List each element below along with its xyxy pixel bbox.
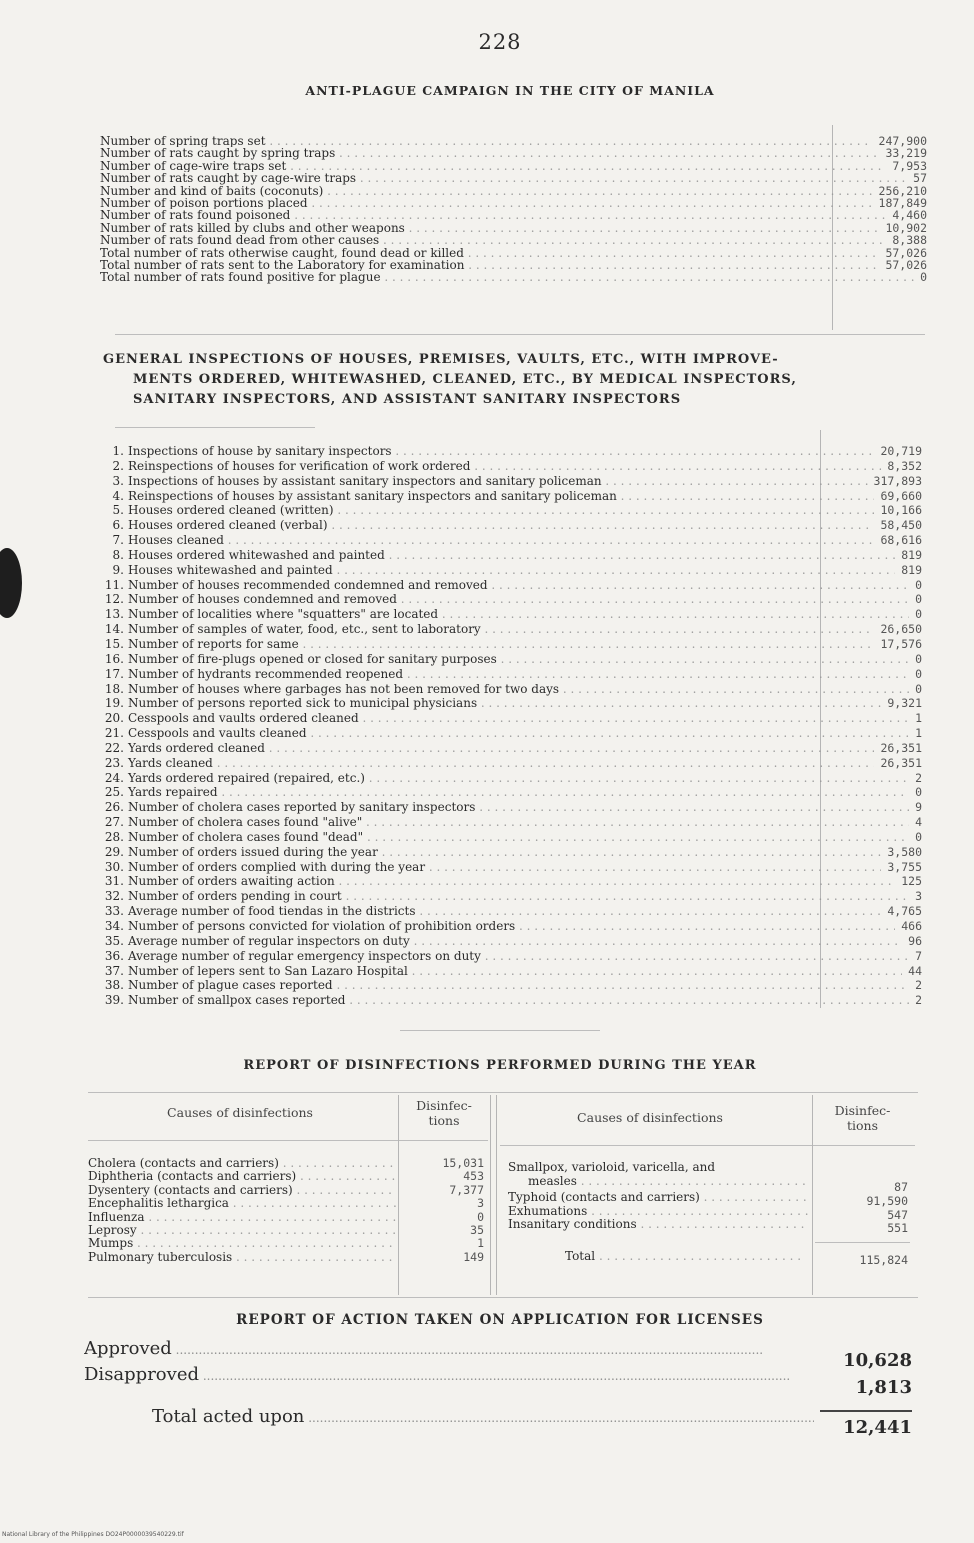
stat-row-number: 9. [112, 562, 124, 577]
license-total-rule [820, 1410, 912, 1412]
stat-row-number: 17. [104, 666, 124, 681]
disinfection-value: 15,031 [442, 1156, 484, 1170]
stat-row-number: 5. [112, 503, 124, 518]
stat-row [104, 874, 922, 889]
stat-row-value: 44 [902, 964, 922, 979]
stat-row-value: 17,576 [874, 637, 922, 652]
stat-row-label: Inspections of house by sanitary inspectors . . . [128, 444, 922, 459]
stat-row-label: Number of rats killed by clubs and other weapons . . . [100, 222, 927, 234]
stat-row-number: 3. [112, 473, 124, 488]
stat-row-value: 3,755 [881, 860, 922, 875]
stat-row-label: Number of cholera cases found "alive" . . . [128, 815, 922, 830]
stat-row-value: 125 [895, 874, 922, 889]
stat-row-label: Reinspections of houses for verification of work ordered . . . [128, 459, 922, 474]
stat-row-value: 247,900 [873, 135, 927, 147]
stat-row-value: 4 [909, 815, 922, 830]
stat-row-value: 2 [909, 978, 922, 993]
section-divider [115, 427, 315, 428]
stat-row-value: 7 [909, 949, 922, 964]
stat-row [100, 147, 927, 159]
stat-row-number: 8. [112, 547, 124, 562]
general-heading-line3: SANITARY INSPECTORS, AND ASSISTANT SANITARY INSPECTORS [133, 392, 682, 407]
license-total-value: 12,441 [843, 1417, 912, 1438]
stat-row-value: 4,765 [881, 904, 922, 919]
section-divider [115, 334, 925, 335]
stat-row-value: 3 [909, 889, 922, 904]
stat-row-number: 15. [104, 636, 124, 651]
stat-row-label: Yards ordered cleaned . . . [128, 741, 922, 756]
stat-row-value: 1 [909, 711, 922, 726]
stat-row-label: Number of reports for same . . . [128, 637, 922, 652]
disinfection-value: 7,377 [449, 1182, 484, 1197]
stat-row-number: 21. [104, 726, 124, 741]
stat-row-value: 57,026 [879, 247, 927, 259]
stat-row-number: 18. [104, 681, 124, 696]
stat-row-value: 317,893 [868, 474, 922, 489]
stat-row-label: Houses ordered whitewashed and painted . . . [128, 548, 922, 563]
stat-row [104, 592, 922, 607]
stat-row [104, 652, 922, 667]
stat-row-number: 20. [104, 711, 124, 726]
stat-row [104, 771, 922, 786]
stat-row-label: Cesspools and vaults ordered cleaned . . . [128, 711, 922, 726]
disinfection-value: 547 [887, 1207, 908, 1222]
stat-row [104, 622, 922, 637]
stat-row-number: 19. [104, 696, 124, 711]
total-rule [815, 1242, 910, 1243]
stat-row [104, 741, 922, 756]
stat-row [100, 222, 927, 234]
stat-row-label: Number of rats caught by cage-wire traps . . . [100, 172, 927, 184]
stat-row-number: 33. [104, 904, 124, 919]
disinfection-row: Pulmonary tuberculosis . . . [88, 1250, 396, 1264]
stat-row-value: 0 [909, 592, 922, 607]
stat-row-label: Number of localities where "squatters" are located . . . [128, 607, 922, 622]
stat-row-number: 31. [104, 874, 124, 889]
stat-row [104, 785, 922, 800]
stat-row-number: 32. [104, 889, 124, 904]
stat-row-number: 28. [104, 829, 124, 844]
stat-row-label: Number of rats found poisoned . . . [100, 209, 927, 221]
stat-row-value: 26,351 [874, 756, 922, 771]
stat-row-label: Number and kind of baits (coconuts) . . . [100, 185, 927, 197]
stat-row-label: Average number of food tiendas in the districts . . . [128, 904, 922, 919]
stat-row-label: Number of rats caught by spring traps . . . [100, 147, 927, 159]
stat-row-label: Number of orders pending in court . . . [128, 889, 922, 904]
disinfection-value: 3 [477, 1196, 484, 1211]
stat-row-label: Cesspools and vaults cleaned . . . [128, 726, 922, 741]
stat-row-number: 7. [112, 533, 124, 548]
stat-row [104, 533, 922, 548]
stat-row-label: Number of houses condemned and removed . . . [128, 592, 922, 607]
stat-row [104, 949, 922, 964]
stat-row-number: 22. [104, 740, 124, 755]
stat-row-value: 58,450 [874, 518, 922, 533]
disinfection-value: 551 [887, 1221, 908, 1236]
license-disapproved-row: Disapproved ..... [84, 1364, 814, 1385]
table-bottom-rule [88, 1297, 918, 1298]
stat-row-value: 0 [909, 652, 922, 667]
stat-row-value: 68,616 [874, 533, 922, 548]
general-heading-line2: MENTS ORDERED, WHITEWASHED, CLEANED, ETC., BY MEDICAL INSPECTORS, [133, 372, 797, 387]
stat-row-label: Number of plague cases reported . . . [128, 978, 922, 993]
stat-row [104, 548, 922, 563]
disinfection-value: 91,590 [866, 1194, 908, 1208]
stat-row-label: Number of spring traps set . . . [100, 135, 927, 147]
stat-row-value: 7,953 [886, 160, 927, 172]
stat-row-number: 11. [104, 577, 124, 592]
stat-row-value: 0 [909, 785, 922, 800]
stat-row-label: Number of orders awaiting action . . . [128, 874, 922, 889]
stat-row-number: 24. [104, 770, 124, 785]
stat-row-value: 0 [909, 607, 922, 622]
stat-row [100, 271, 927, 283]
stat-row-value: 3,580 [881, 845, 922, 860]
stat-row-number: 38. [104, 978, 124, 993]
table-col-rule [398, 1095, 399, 1295]
stat-row [104, 904, 922, 919]
stat-row [104, 607, 922, 622]
stat-row-label: Houses ordered cleaned (verbal) . . . [128, 518, 922, 533]
stat-row [100, 160, 927, 172]
table-top-rule [88, 1092, 918, 1093]
stat-row-value: 466 [895, 919, 922, 934]
col-header-count-right: Disinfec- tions [834, 1103, 891, 1133]
stat-row [100, 185, 927, 197]
license-approved-value: 10,628 [843, 1350, 912, 1371]
col-header-count-left: Disinfec- tions [416, 1098, 472, 1128]
stat-row-value: 187,849 [873, 197, 927, 209]
stat-row [100, 135, 927, 147]
stat-row [104, 518, 922, 533]
stat-row [104, 830, 922, 845]
disinfection-row: Insanitary conditions . . . [508, 1217, 808, 1231]
disinfections-heading: REPORT OF DISINFECTIONS PERFORMED DURING THE YEAR [243, 1058, 757, 1073]
stat-row-number: 16. [104, 651, 124, 666]
stat-row-value: 26,351 [874, 741, 922, 756]
disinfection-value: 149 [463, 1249, 484, 1264]
stat-row-label: Number of smallpox cases reported . . . [128, 993, 922, 1008]
stat-row [104, 978, 922, 993]
stat-row-number: 2. [112, 458, 124, 473]
disinfection-value: 87 [894, 1180, 908, 1194]
stat-row [104, 964, 922, 979]
stat-row-value: 9,321 [881, 696, 922, 711]
stat-row-number: 12. [104, 592, 124, 607]
disinfection-row: Diphtheria (contacts and carriers) . . . [88, 1169, 396, 1183]
stat-row-value: 8,388 [886, 234, 927, 246]
stat-row-value: 0 [909, 830, 922, 845]
anti-plague-heading: ANTI-PLAGUE CAMPAIGN IN THE CITY OF MANILA [305, 83, 715, 98]
stat-row [104, 726, 922, 741]
stat-row-value: 1 [909, 726, 922, 741]
stat-row-value: 57 [907, 172, 927, 184]
table-col-rule [490, 1095, 491, 1295]
stat-row-value: 57,026 [879, 259, 927, 271]
license-approved-row: Approved ..... [84, 1338, 814, 1359]
stat-row-label: Houses ordered cleaned (written) . . . [128, 503, 922, 518]
stat-row [104, 889, 922, 904]
stat-row [104, 474, 922, 489]
stat-row-number: 26. [104, 800, 124, 815]
general-heading-line1: GENERAL INSPECTIONS OF HOUSES, PREMISES, VAULTS, ETC., WITH IMPROVE- [103, 352, 779, 367]
table-col-rule [496, 1095, 497, 1295]
stat-row-value: 33,219 [879, 147, 927, 159]
stat-row-label: Number of persons convicted for violation of prohibition orders . . . [128, 919, 922, 934]
stat-row [104, 563, 922, 578]
stat-row-value: 2 [909, 771, 922, 786]
stat-row [104, 934, 922, 949]
stat-row-label: Total number of rats found positive for plague . . . [100, 271, 927, 283]
stat-row [100, 172, 927, 184]
stat-row [104, 696, 922, 711]
stat-row-number: 27. [104, 815, 124, 830]
stat-row-label: Number of orders complied with during the year . . . [128, 860, 922, 875]
stat-row-value: 20,719 [874, 444, 922, 459]
stat-row [104, 667, 922, 682]
stat-row-number: 14. [104, 622, 124, 637]
disinfection-value: 453 [463, 1169, 484, 1184]
stat-row [104, 815, 922, 830]
scan-ink-blot [0, 548, 22, 618]
stat-row [100, 234, 927, 246]
stat-row [104, 578, 922, 593]
stat-row-label: Number of lepers sent to San Lazaro Hospital . . . [128, 964, 922, 979]
stat-row [100, 197, 927, 209]
stat-row-number: 13. [104, 607, 124, 622]
stat-row-number: 1. [112, 444, 124, 458]
stat-row-label: Number of fire-plugs opened or closed for sanitary purposes . . . [128, 652, 922, 667]
page-number: 228 [478, 30, 522, 54]
disinfection-row: Influenza . . . [88, 1210, 396, 1224]
stat-row-label: Inspections of houses by assistant sanitary inspectors and sanitary policeman . . . [128, 474, 922, 489]
disinfection-row: Mumps . . . [88, 1236, 396, 1250]
stat-row [104, 756, 922, 771]
stat-row-number: 36. [104, 948, 124, 963]
disinfection-row: Smallpox, varioloid, varicella, and [508, 1160, 716, 1174]
license-disapproved-value: 1,813 [855, 1377, 912, 1398]
stat-row-label: Total number of rats otherwise caught, found dead or killed . . . [100, 247, 927, 259]
stat-row-value: 819 [895, 563, 922, 578]
stat-row-number: 4. [112, 488, 124, 503]
stat-row-label: Number of hydrants recommended reopened . . . [128, 667, 922, 682]
stat-row-value: 0 [909, 667, 922, 682]
stat-row-value: 0 [909, 682, 922, 697]
stat-row-number: 25. [104, 785, 124, 800]
general-inspections-list [104, 444, 922, 1008]
stat-row [104, 711, 922, 726]
stat-row [104, 845, 922, 860]
stat-row-label: Average number of regular emergency inspectors on duty . . . [128, 949, 922, 964]
stat-row-label: Yards cleaned . . . [128, 756, 922, 771]
general-inspections-heading [103, 350, 933, 410]
stat-row [104, 919, 922, 934]
disinfection-total-value: 115,824 [859, 1253, 908, 1267]
stat-row-number: 23. [104, 755, 124, 770]
disinfection-row: Typhoid (contacts and carriers) . . . [508, 1190, 808, 1204]
stat-row [104, 682, 922, 697]
stat-row-value: 69,660 [874, 489, 922, 504]
stat-row-value: 96 [902, 934, 922, 949]
stat-row [100, 247, 927, 259]
disinfection-row-cont: measles . . . [528, 1174, 808, 1188]
stat-row [100, 259, 927, 271]
header-rule-left [88, 1140, 488, 1141]
licenses-heading: REPORT OF ACTION TAKEN ON APPLICATION FOR LICENSES [236, 1312, 764, 1328]
stat-row-value: 256,210 [873, 185, 927, 197]
stat-row-label: Number of persons reported sick to municipal physicians . . . [128, 696, 922, 711]
stat-row [104, 489, 922, 504]
stat-row-value: 0 [914, 271, 927, 283]
disinfection-row: Cholera (contacts and carriers) . . . [88, 1156, 396, 1170]
disinfection-row: Exhumations . . . [508, 1204, 808, 1218]
stat-row [104, 459, 922, 474]
stat-row-label: Number of orders issued during the year . . . [128, 845, 922, 860]
disinfection-value: 35 [470, 1223, 484, 1237]
stat-row-value: 10,902 [879, 222, 927, 234]
stat-row-value: 10,166 [874, 503, 922, 518]
stat-row-label: Number of samples of water, food, etc., sent to laboratory . . . [128, 622, 922, 637]
stat-row-value: 26,650 [874, 622, 922, 637]
license-total-row: Total acted upon ..... [152, 1406, 814, 1427]
stat-row [104, 444, 922, 459]
stat-row-label: Houses whitewashed and painted . . . [128, 563, 922, 578]
disinfection-row: Dysentery (contacts and carriers) . . . [88, 1183, 396, 1197]
stat-row-label: Number of poison portions placed . . . [100, 197, 927, 209]
stat-row-label: Reinspections of houses by assistant sanitary inspectors and sanitary policeman . . . [128, 489, 922, 504]
stat-row [104, 503, 922, 518]
stat-row-value: 8,352 [881, 459, 922, 474]
stat-row [104, 800, 922, 815]
disinfection-value: 1 [477, 1236, 484, 1251]
stat-row-value: 0 [909, 578, 922, 593]
stat-row-number: 35. [104, 933, 124, 948]
stat-row-value: 2 [909, 993, 922, 1008]
stat-row-number: 29. [104, 844, 124, 859]
stat-row-label: Number of cage-wire traps set . . . [100, 160, 927, 172]
col-header-cause-right: Causes of disinfections [577, 1110, 723, 1125]
stat-row-number: 30. [104, 859, 124, 874]
anti-plague-list [100, 135, 927, 284]
stat-row [104, 993, 922, 1008]
stat-row-number: 6. [112, 518, 124, 533]
stat-row [104, 637, 922, 652]
disinfection-row: Encephalitis lethargica . . . [88, 1196, 396, 1210]
stat-row-value: 4,460 [886, 209, 927, 221]
stat-row-label: Number of cholera cases reported by sanitary inspectors . . . [128, 800, 922, 815]
stat-row-label: Number of rats found dead from other causes . . . [100, 234, 927, 246]
section-divider [400, 1030, 600, 1031]
stat-row-label: Number of cholera cases found "dead" . . . [128, 830, 922, 845]
table-col-rule [812, 1095, 813, 1295]
stat-row-number: 34. [104, 919, 124, 933]
stat-row-label: Number of houses recommended condemned and removed . . . [128, 578, 922, 593]
stat-row-value: 9 [909, 800, 922, 815]
stat-row-number: 39. [104, 993, 124, 1008]
stat-row-label: Yards repaired . . . [128, 785, 922, 800]
stat-row-label: Yards ordered repaired (repaired, etc.) . . . [128, 771, 922, 786]
disinfection-row: Leprosy . . . [88, 1223, 396, 1237]
stat-row-label: Total number of rats sent to the Laboratory for examination . . . [100, 259, 927, 271]
stat-row-value: 819 [895, 548, 922, 563]
disinfection-value: 0 [477, 1209, 484, 1224]
scan-footer-label: National Library of the Philippines DO24P0000039540229.tif [2, 1531, 184, 1538]
col-header-cause-left: Causes of disinfections [167, 1105, 313, 1120]
stat-row-number: 37. [104, 963, 124, 978]
stat-row [104, 860, 922, 875]
stat-row-label: Houses cleaned . . . [128, 533, 922, 548]
disinfection-total-row: Total . . . [565, 1249, 805, 1263]
stat-row-label: Number of houses where garbages has not been removed for two days . . . [128, 682, 922, 697]
stat-row-label: Average number of regular inspectors on duty . . . [128, 934, 922, 949]
header-rule-right [500, 1145, 915, 1146]
stat-row [100, 209, 927, 221]
